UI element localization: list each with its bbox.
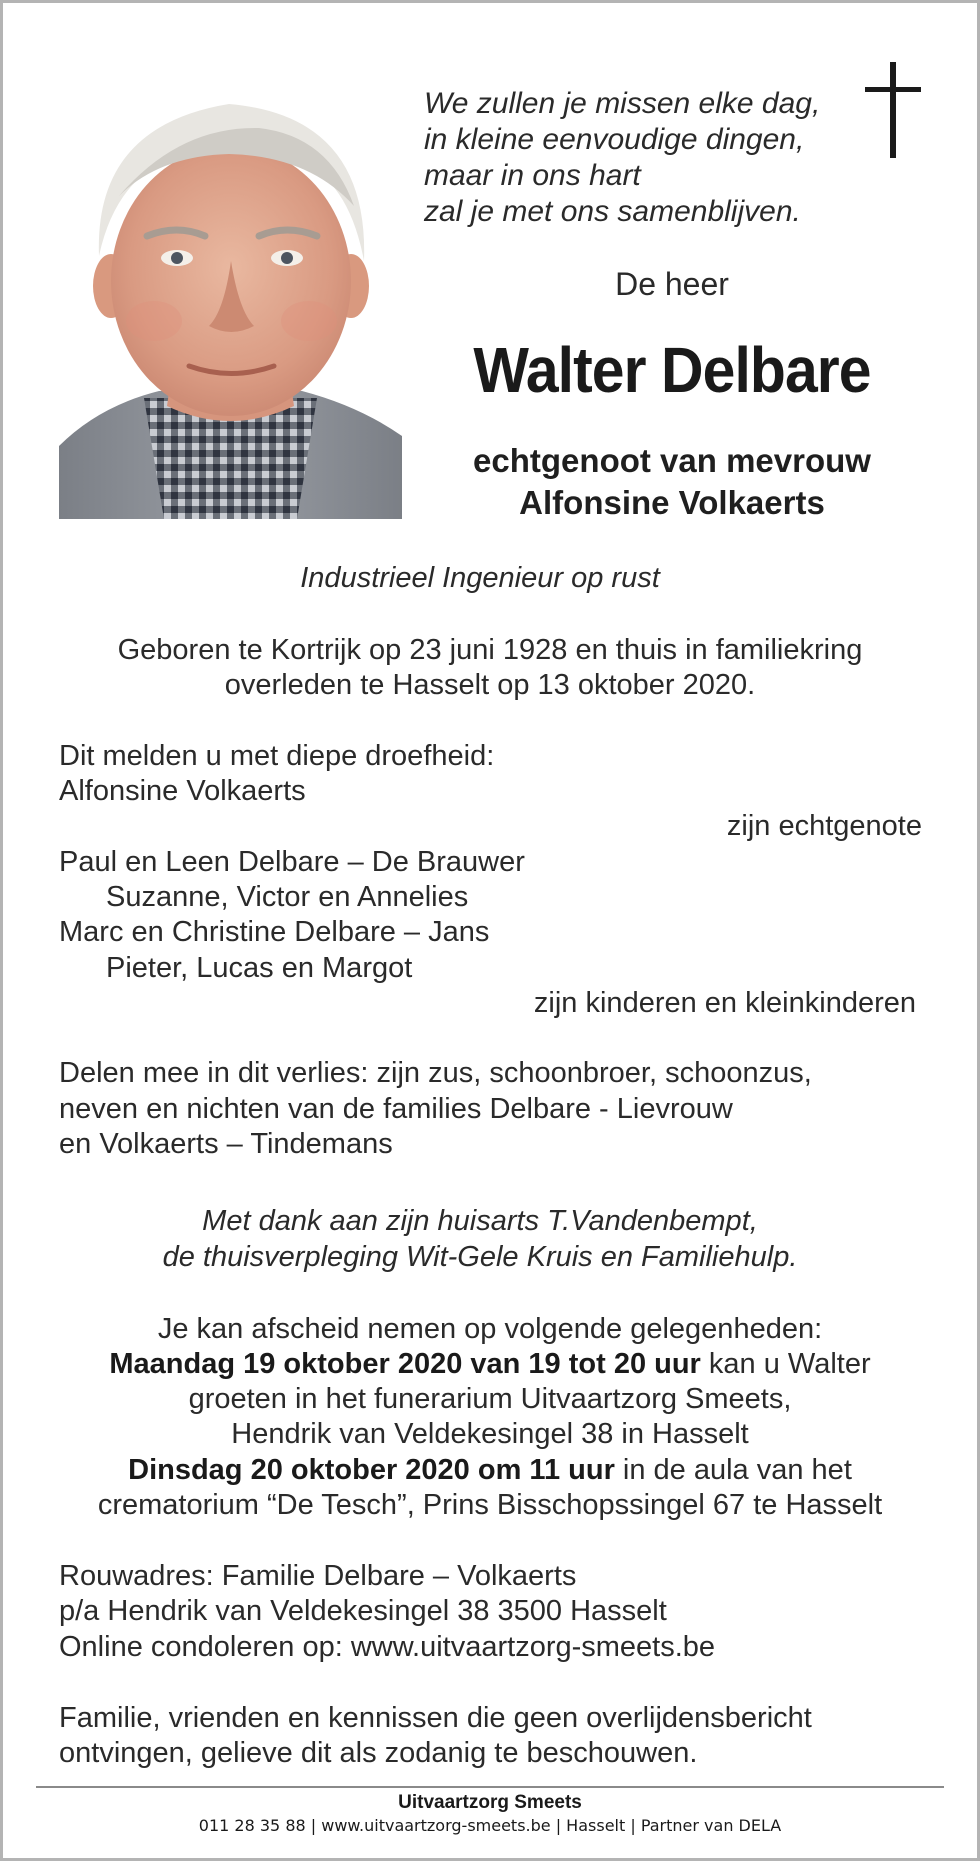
closing-line: Familie, vrienden en kennissen die geen overlijdensbericht — [59, 1702, 812, 1734]
condolence-link[interactable]: Online condoleren op: www.uitvaartzorg-smeets.be — [59, 1631, 716, 1663]
farewell-intro: Je kan afscheid nemen op volgende gelegenheden: — [157, 1313, 823, 1345]
share-line: neven en nichten van de families Delbare - Lievrouw — [59, 1093, 733, 1125]
farewell-date-2-rest: in de aula van het — [614, 1454, 852, 1486]
poem-line: zal je met ons samenblijven. — [424, 195, 801, 228]
farewell-date-1 — [40, 1347, 940, 1382]
farewell-date-2-bold: Dinsdag 20 oktober 2020 om 11 uur — [128, 1454, 615, 1486]
cross-icon — [865, 62, 921, 158]
spouse-line: echtgenoot van mevrouw — [473, 442, 871, 479]
deceased-name: Walter Delbare — [473, 334, 871, 406]
share-line: en Volkaerts – Tindemans — [59, 1128, 393, 1160]
family-line: Paul en Leen Delbare – De Brauwer — [59, 846, 525, 878]
thanks-line: de thuisverpleging Wit-Gele Kruis en Familiehulp. — [162, 1241, 798, 1273]
farewell-line: crematorium “De Tesch”, Prins Bisschopssingel 67 te Hasselt — [97, 1489, 883, 1521]
farewell-date-1-rest: kan u Walter — [700, 1348, 871, 1380]
portrait-illustration — [59, 86, 402, 519]
address-line: Rouwadres: Familie Delbare – Volkaerts — [59, 1560, 577, 1592]
announcement-intro: Dit melden u met diepe droefheid: — [59, 740, 495, 772]
birth-line: Geboren te Kortrijk op 23 juni 1928 en thuis in familiekring — [117, 634, 863, 666]
profession: Industrieel Ingenieur op rust — [300, 562, 660, 594]
poem — [424, 86, 864, 230]
poem-line: We zullen je missen elke dag, — [424, 87, 821, 120]
spouse-name: Alfonsine Volkaerts — [519, 484, 825, 521]
poem-line: maar in ons hart — [424, 159, 641, 192]
grandchildren-line: Pieter, Lucas en Margot — [106, 952, 413, 984]
wife-role: zijn echtgenote — [726, 810, 922, 842]
grandchildren-line: Suzanne, Victor en Annelies — [106, 881, 469, 913]
farewell-date-1-bold: Maandag 19 oktober 2020 van 19 tot 20 uur — [109, 1348, 701, 1380]
poem-line: in kleine eenvoudige dingen, — [424, 123, 805, 156]
wife-name: Alfonsine Volkaerts — [59, 775, 306, 807]
salutation: De heer — [615, 266, 729, 302]
address-line: p/a Hendrik van Veldekesingel 38 3500 Hasselt — [59, 1595, 667, 1627]
family-line: Marc en Christine Delbare – Jans — [59, 916, 490, 948]
thanks-line: Met dank aan zijn huisarts T.Vandenbempt, — [202, 1205, 758, 1237]
children-role: zijn kinderen en kleinkinderen — [533, 987, 916, 1019]
share-line: Delen mee in dit verlies: zijn zus, schoonbroer, schoonzus, — [59, 1057, 812, 1089]
farewell-date-2 — [40, 1453, 940, 1488]
farewell-line: groeten in het funerarium Uitvaartzorg Smeets, — [188, 1383, 792, 1415]
footer-divider — [36, 1786, 944, 1788]
portrait-photo — [59, 86, 402, 519]
farewell-line: Hendrik van Veldekesingel 38 in Hasselt — [231, 1418, 749, 1450]
closing-line: ontvingen, gelieve dit als zodanig te beschouwen. — [59, 1737, 698, 1769]
footer-company: Uitvaartzorg Smeets — [398, 1792, 582, 1813]
death-line: overleden te Hasselt op 13 oktober 2020. — [224, 669, 756, 701]
footer-info: 011 28 35 88 | www.uitvaartzorg-smeets.be | Hasselt | Partner van DELA — [198, 1816, 782, 1835]
